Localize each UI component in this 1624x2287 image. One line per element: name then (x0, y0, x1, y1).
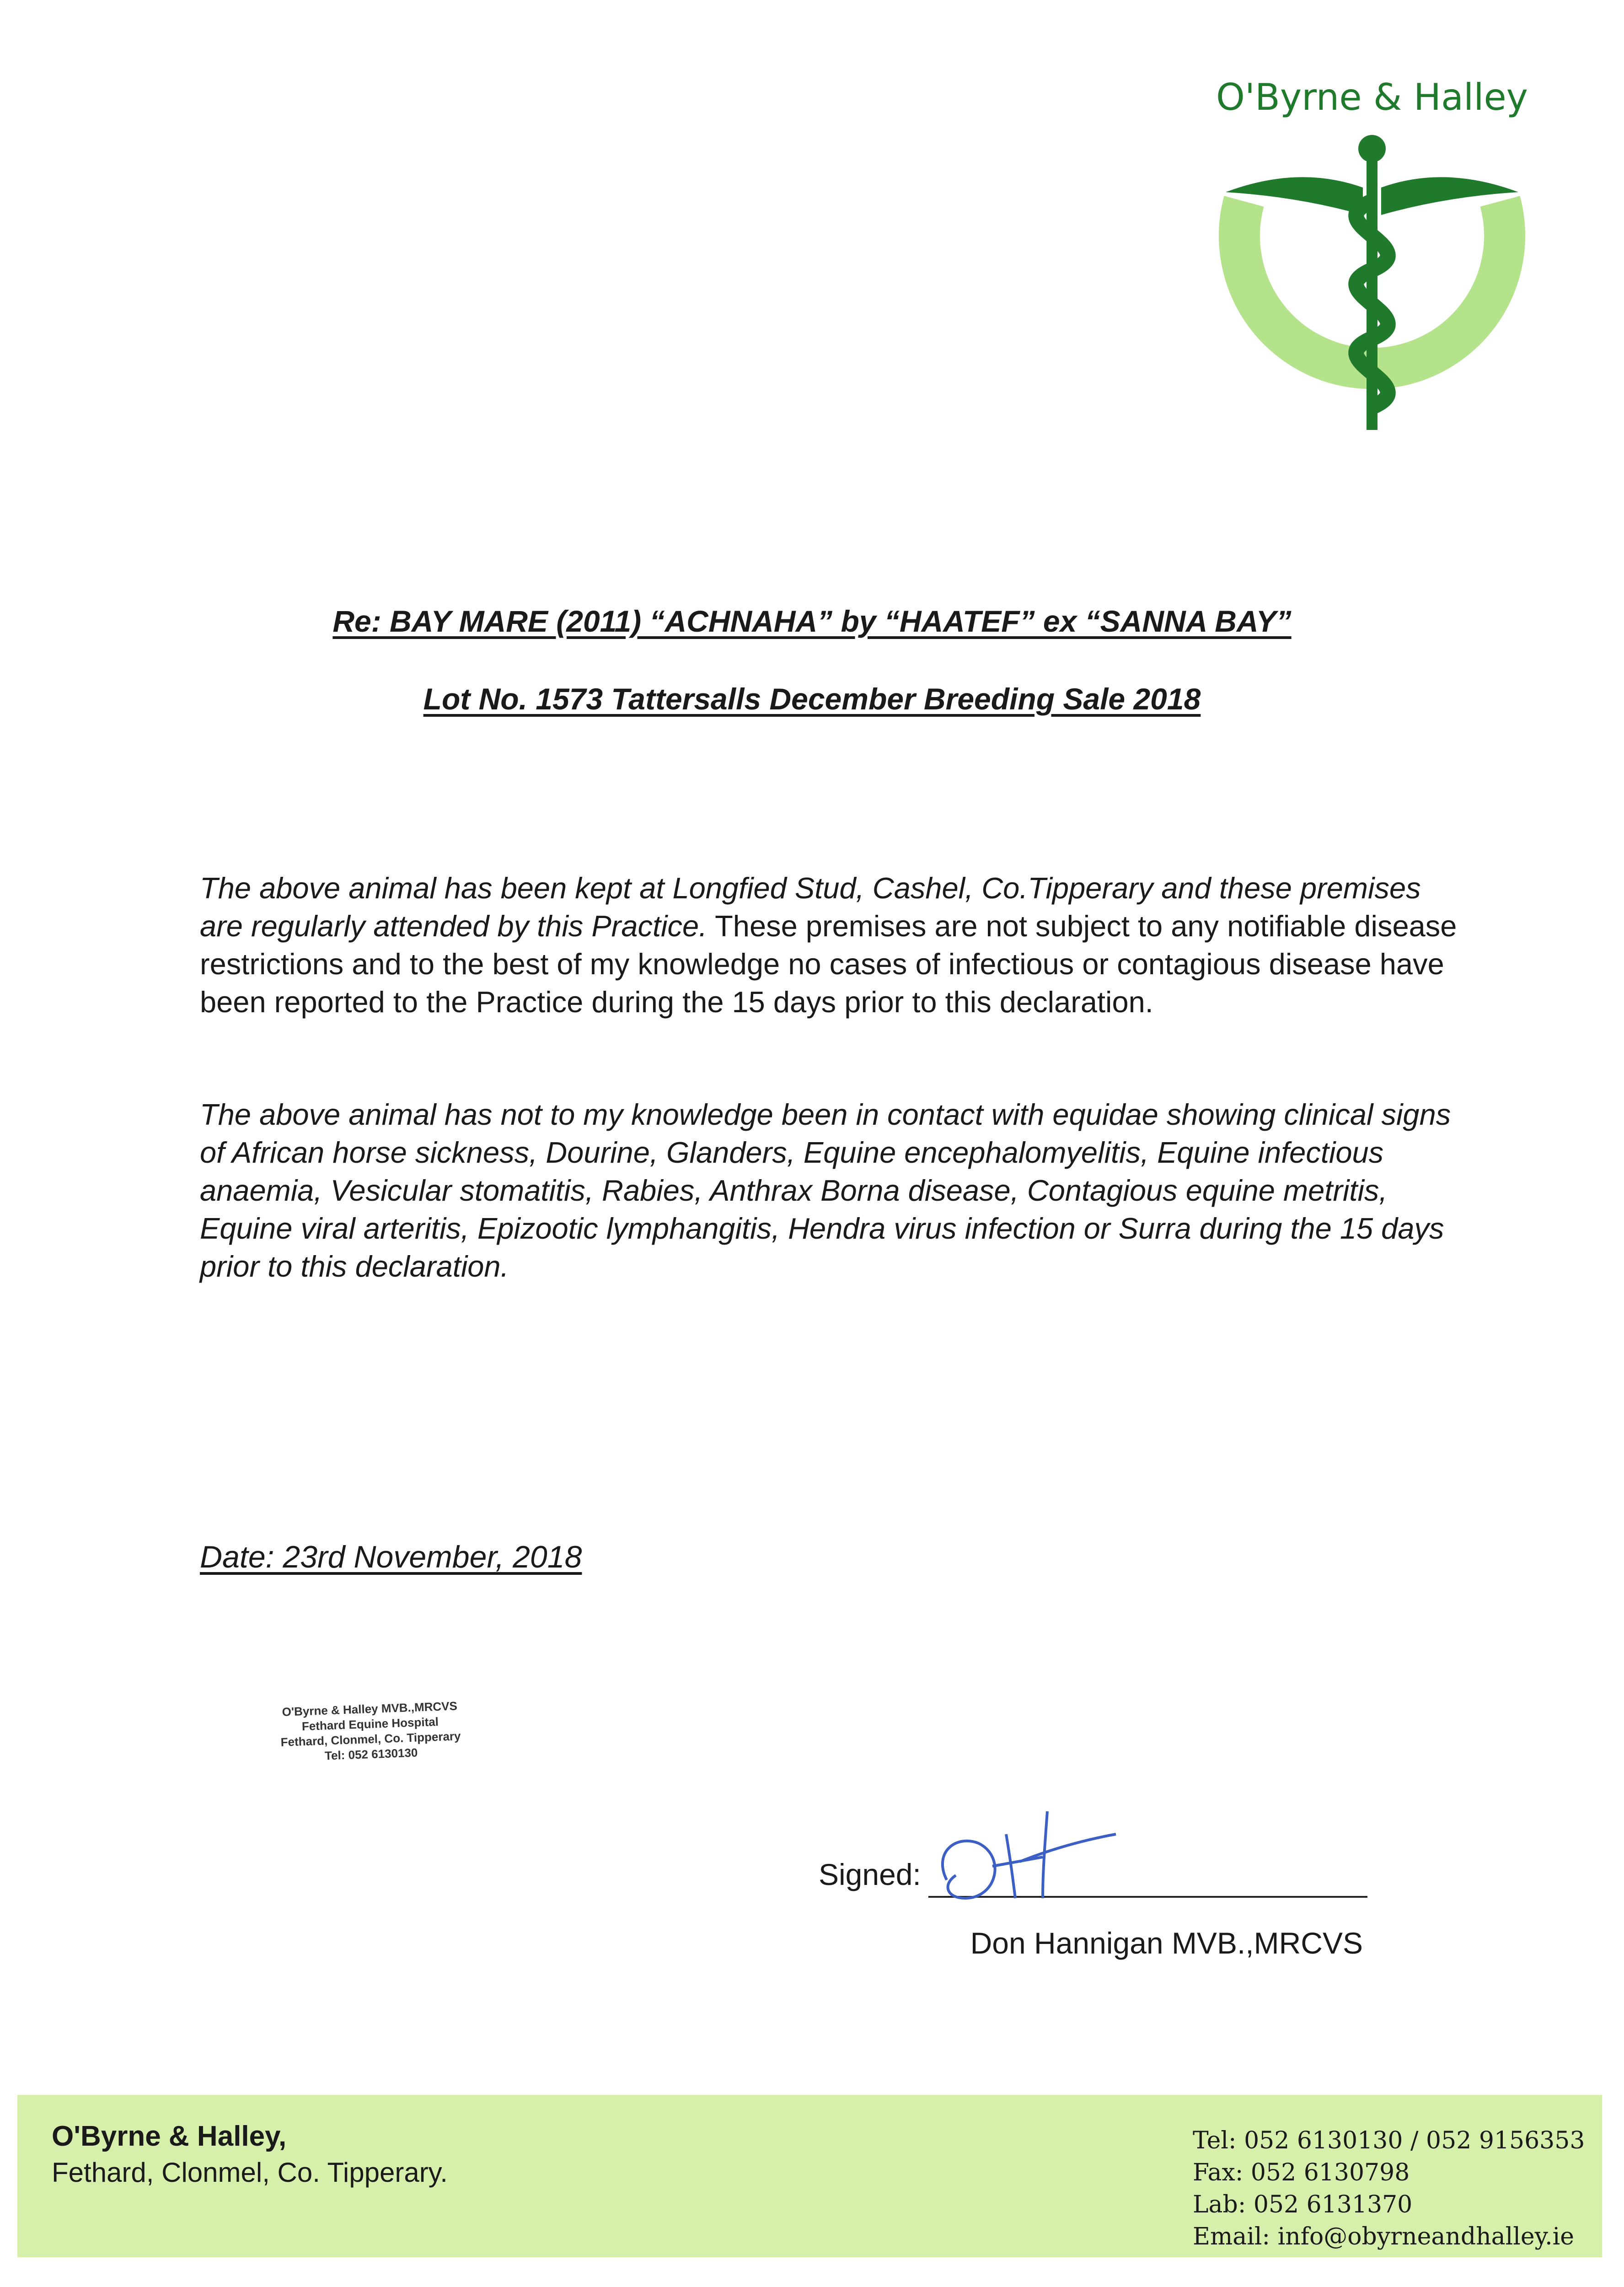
footer-contact (1193, 2125, 1585, 2253)
declaration-date: Date: 23rd November, 2018 (200, 1540, 582, 1574)
practice-logo (1207, 50, 1537, 444)
footer-address: Fethard, Clonmel, Co. Tipperary. (52, 2157, 448, 2188)
footer-email[interactable]: Email: info@obyrneandhalley.ie (1193, 2223, 1575, 2250)
premises-rest: These premises are not subject to any notifiable disease restrictions and to the best of my knowledge no cases of infectious or contagious disease have been reported to the Practice during the 15 days prior to this declaration. (200, 909, 1457, 1019)
paragraph-premises (200, 869, 1462, 1021)
footer-tel: Tel: 052 6130130 / 052 9156353 (1193, 2127, 1585, 2154)
footer-lab: Lab: 052 6131370 (1193, 2191, 1413, 2218)
signed-label: Signed: (819, 1858, 921, 1891)
practice-stamp (269, 1698, 472, 1765)
stamp-line: Fethard Equine Hospital (301, 1714, 439, 1734)
subject-heading: Re: BAY MARE (2011) “ACHNAHA” by “HAATEF” ex “SANNA BAY” (332, 604, 1292, 638)
premises-italic: The above animal has been kept at Longfied Stud, Cashel, Co.Tipperary and these premises are regularly attended by this Practice. (200, 871, 1421, 943)
paragraph-diseases: The above animal has not to my knowledge been in contact with equidae showing clinical signs of African horse sickness, Dourine, Glanders, Equine encephalomyelitis, Equine infectious anaemia, Vesicular stomatitis, Rabies, Anthrax Borna disease, Contagious equine metritis, Equine viral arteritis, Epizootic lymphangitis, Hendra virus infection or Surra during the 15 days prior to this declaration. (200, 1098, 1451, 1283)
svg-text:O'Byrne & Halley: O'Byrne & Halley (1216, 76, 1528, 118)
stamp-line: O'Byrne & Halley MVB.,MRCVS (282, 1699, 458, 1719)
stamp-line: Tel: 052 6130130 (324, 1745, 418, 1763)
footer-fax: Fax: 052 6130798 (1193, 2159, 1410, 2186)
lot-heading: Lot No. 1573 Tattersalls December Breeding Sale 2018 (423, 682, 1201, 716)
footer-practice-name: O'Byrne & Halley, (52, 2121, 287, 2152)
letterhead-footer (17, 2095, 1602, 2257)
stamp-line: Fethard, Clonmel, Co. Tipperary (280, 1729, 461, 1749)
signer-name: Don Hannigan MVB.,MRCVS (970, 1926, 1363, 1960)
handwritten-signature (928, 1807, 1120, 1912)
